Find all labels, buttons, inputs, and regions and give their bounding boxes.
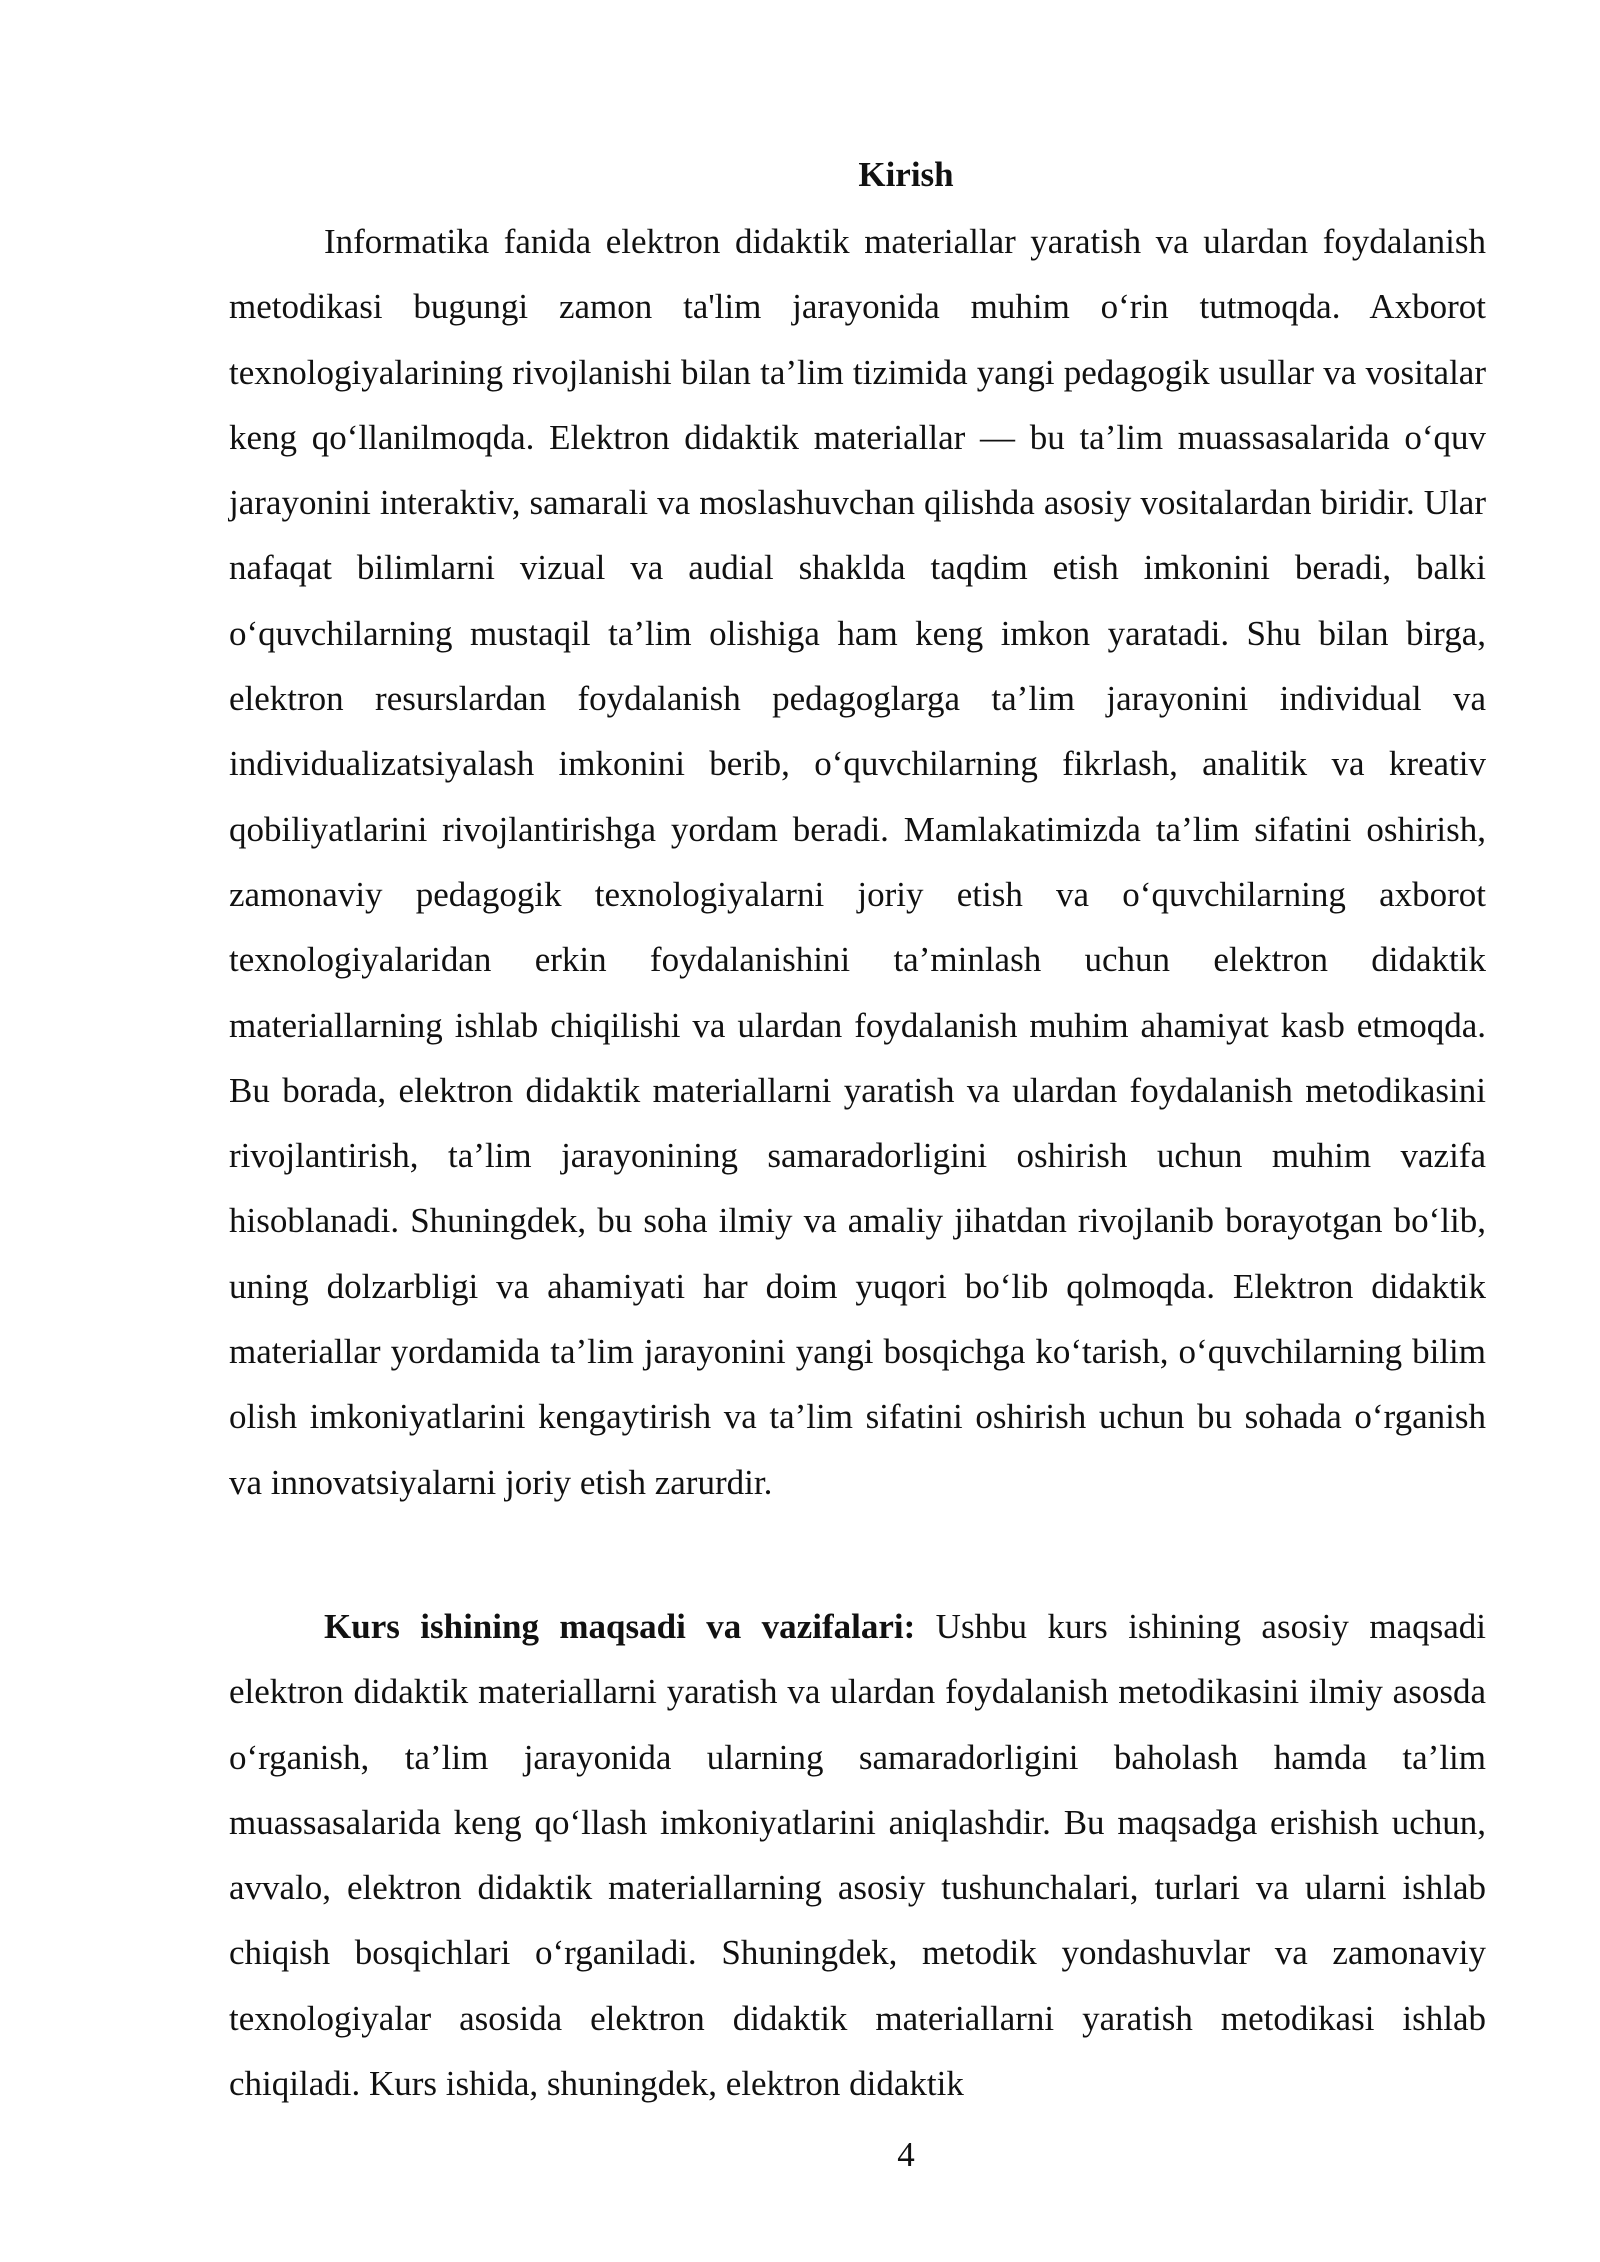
goals-paragraph — [229, 1594, 1486, 2116]
intro-paragraph: Informatika fanida elektron didaktik materiallar yaratish va ulardan foydalanish metodikasi bugungi zamon ta'lim jarayonida muhim oʻrin tutmoqda. Axborot texnologiyalarining rivojlanishi bilan ta’lim tizimida yangi pedagogik usullar va vositalar keng qoʻllanilmoqda. Elektron didaktik materiallar — bu ta’lim muassasalarida oʻquv jarayonini interaktiv, samarali va moslashuvchan qilishda asosiy vositalardan biridir. Ular nafaqat bilimlarni vizual va audial shaklda taqdim etish imkonini beradi, balki oʻquvchilarning mustaqil ta’lim olishiga ham keng imkon yaratadi. Shu bilan birga, elektron resurslardan foydalanish pedagoglarga ta’lim jarayonini individual va individualizatsiyalash imkonini berib, oʻquvchilarning fikrlash, analitik va kreativ qobiliyatlarini rivojlantirishga yordam beradi. Mamlakatimizda ta’lim sifatini oshirish, zamonaviy pedagogik texnologiyalarni joriy etish va oʻquvchilarning axborot texnologiyalaridan erkin foydalanishini ta’minlash uchun elektron didaktik materiallarning ishlab chiqilishi va ulardan foydalanish muhim ahamiyat kasb etmoqda. Bu borada, elektron didaktik materiallarni yaratish va ulardan foydalanish metodikasini rivojlantirish, ta’lim jarayonining samaradorligini oshirish uchun muhim vazifa hisoblanadi. Shuningdek, bu soha ilmiy va amaliy jihatdan rivojlanib borayotgan boʻlib, uning dolzarbligi va ahamiyati har doim yuqori boʻlib qolmoqda. Elektron didaktik materiallar yordamida ta’lim jarayonini yangi bosqichga koʻtarish, oʻquvchilarning bilim olish imkoniyatlarini kengaytirish va ta’lim sifatini oshirish uchun bu sohada oʻrganish va innovatsiyalarni joriy etish zarurdir. — [229, 222, 1486, 1502]
page-number: 4 — [897, 2135, 915, 2174]
goals-body: Ushbu kurs ishining asosiy maqsadi elektron didaktik materiallarni yaratish va ulardan foydalanish metodikasini ilmiy asosda oʻrganish, ta’lim jarayonida ularning samaradorligini baholash hamda ta’lim muassasalarida keng qoʻllash imkoniyatlarini aniqlashdir. Bu maqsadga erishish uchun, avvalo, elektron didaktik materiallarning asosiy tushunchalari, turlari va ularni ishlab chiqish bosqichlari oʻrganiladi. Shuningdek, metodik yondashuvlar va zamonaviy texnologiyalar asosida elektron didaktik materiallarni yaratish metodikasi ishlab chiqiladi. Kurs ishida, shuningdek, elektron didaktik — [229, 1607, 1486, 2104]
section-heading: Kirish — [858, 155, 954, 194]
goals-lead: Kurs ishining maqsadi va vazifalari: — [324, 1607, 916, 1646]
